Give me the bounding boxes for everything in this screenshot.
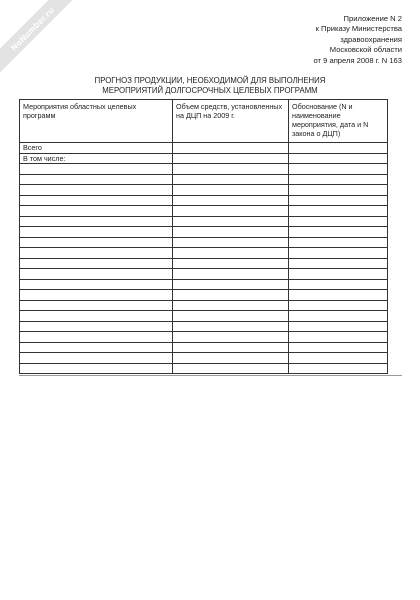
table-cell (20, 185, 173, 196)
table-cell (173, 248, 289, 259)
table-cell (173, 332, 289, 343)
appendix-line: здравоохранения (340, 34, 402, 44)
table-cell (173, 195, 289, 206)
table-cell (289, 300, 388, 311)
table-cell (289, 290, 388, 301)
table-row (20, 216, 388, 227)
table-cell (173, 300, 289, 311)
table-cell (20, 216, 173, 227)
table-row (20, 353, 388, 364)
table-cell (173, 143, 289, 154)
table-cell (173, 269, 289, 280)
table-row (20, 185, 388, 196)
table-cell (173, 258, 289, 269)
appendix-line: к Приказу Министерства (315, 24, 402, 34)
table-cell (20, 258, 173, 269)
appendix-line: Приложение N 2 (343, 14, 402, 23)
table-row (20, 195, 388, 206)
table-row (20, 248, 388, 259)
table-row (20, 174, 388, 185)
table-cell (289, 174, 388, 185)
table-cell (20, 237, 173, 248)
header-funding: Объем средств, установленных на ДЦП на 2009 г. (173, 100, 289, 143)
footer-divider (19, 375, 402, 376)
table-cell (289, 195, 388, 206)
table-row (20, 206, 388, 217)
table-row (20, 363, 388, 374)
document-title (0, 76, 420, 96)
table-row (20, 311, 388, 322)
table-cell (289, 206, 388, 217)
appendix-reference (314, 14, 403, 66)
table-cell (173, 321, 289, 332)
table-cell (20, 332, 173, 343)
table-cell (20, 279, 173, 290)
table-cell (173, 174, 289, 185)
table-cell (289, 216, 388, 227)
table-cell (20, 342, 173, 353)
title-line: ПРОГНОЗ ПРОДУКЦИИ, НЕОБХОДИМОЙ ДЛЯ ВЫПОЛНЕНИЯ (94, 76, 326, 85)
table-cell (289, 363, 388, 374)
table-cell (20, 195, 173, 206)
table-cell (20, 311, 173, 322)
table-cell (289, 269, 388, 280)
table-cell (173, 363, 289, 374)
table-cell (289, 164, 388, 175)
table-row (20, 290, 388, 301)
table-cell (173, 216, 289, 227)
table-cell (20, 164, 173, 175)
table-cell (289, 342, 388, 353)
table-cell (20, 227, 173, 238)
table-cell (20, 269, 173, 280)
table-cell (20, 206, 173, 217)
appendix-line: Московской области (329, 45, 402, 55)
table-row (20, 143, 388, 154)
table-cell (20, 321, 173, 332)
table-row (20, 269, 388, 280)
table-row (20, 237, 388, 248)
table-cell (173, 342, 289, 353)
table-row (20, 321, 388, 332)
table-row (20, 258, 388, 269)
table-row (20, 164, 388, 175)
table-cell (20, 174, 173, 185)
table-cell (289, 185, 388, 196)
table-cell (289, 227, 388, 238)
table-body (20, 143, 388, 374)
table-cell (289, 143, 388, 154)
table-cell (289, 237, 388, 248)
table-row (20, 279, 388, 290)
table-cell (173, 290, 289, 301)
table-cell (289, 279, 388, 290)
header-programs: Мероприятия областных целевых программ (20, 100, 173, 143)
table-cell (289, 332, 388, 343)
table-row (20, 332, 388, 343)
table-cell (173, 237, 289, 248)
watermark-ribbon: NoNumber.ru (0, 0, 80, 77)
table-cell (173, 164, 289, 175)
table-cell (289, 153, 388, 164)
table-row (20, 342, 388, 353)
table-row (20, 227, 388, 238)
table-cell (20, 290, 173, 301)
table-cell: Всего (20, 143, 173, 154)
table-cell (173, 279, 289, 290)
table-cell (173, 206, 289, 217)
table-cell (173, 153, 289, 164)
table-header-row (20, 100, 388, 143)
table-cell (289, 321, 388, 332)
table-cell (173, 353, 289, 364)
table-cell (20, 300, 173, 311)
title-line: МЕРОПРИЯТИЙ ДОЛГОСРОЧНЫХ ЦЕЛЕВЫХ ПРОГРАММ (102, 86, 318, 95)
header-justification: Обоснование (N и наименование мероприятия, дата и N закона о ДЦП) (289, 100, 388, 143)
table-row (20, 300, 388, 311)
appendix-line: от 9 апреля 2008 г. N 163 (313, 55, 402, 65)
table-cell: В том числе: (20, 153, 173, 164)
forecast-table (19, 99, 388, 374)
table-cell (289, 248, 388, 259)
table-cell (173, 185, 289, 196)
table-cell (289, 311, 388, 322)
table-cell (20, 353, 173, 364)
table-cell (289, 258, 388, 269)
table-cell (289, 353, 388, 364)
table-cell (173, 311, 289, 322)
table-cell (20, 363, 173, 374)
table-row (20, 153, 388, 164)
table-cell (20, 248, 173, 259)
table-cell (173, 227, 289, 238)
